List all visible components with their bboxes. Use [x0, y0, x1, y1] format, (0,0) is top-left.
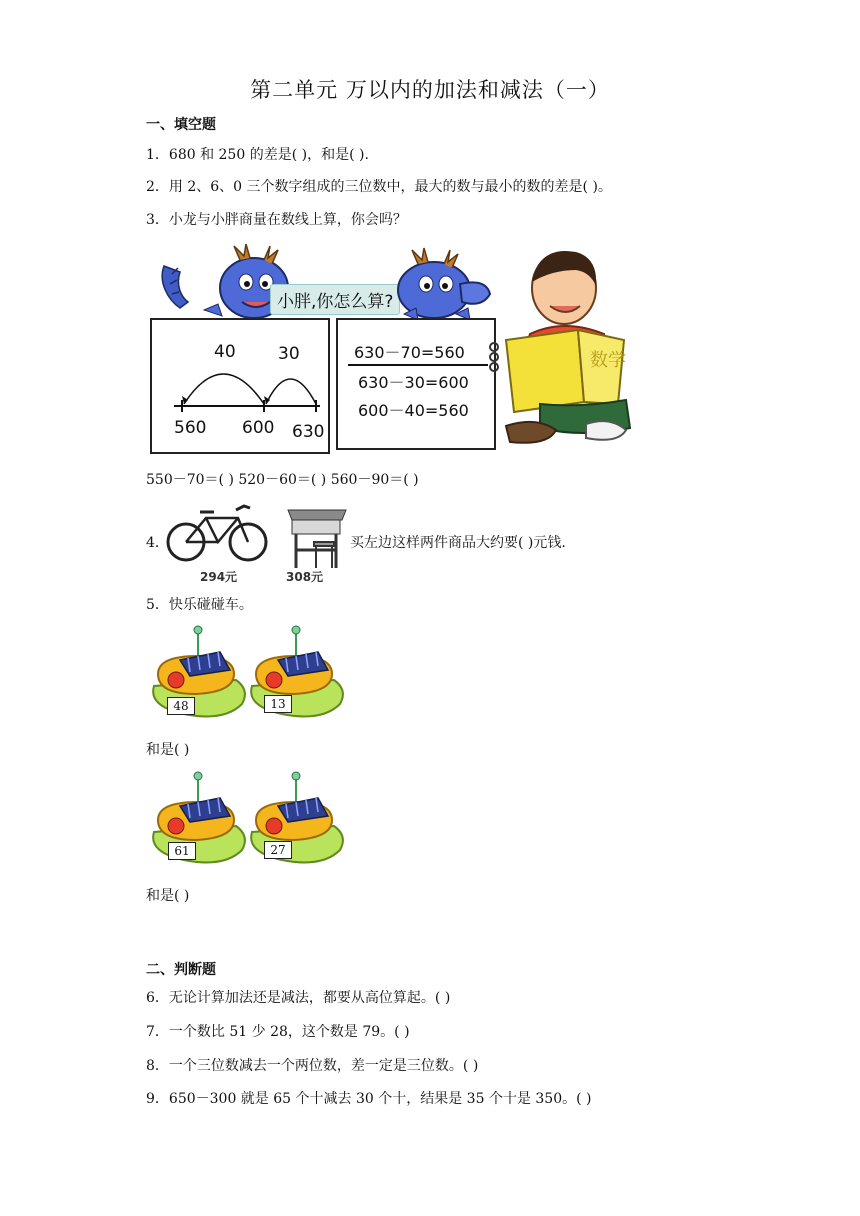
tick-label-600: 600 [242, 418, 275, 438]
school-desk-icon [286, 500, 348, 570]
question-3-exercises: 550－70＝( ) 520－60＝( ) 560－90＝( ) [146, 472, 419, 488]
bicycle-price: 294元 [200, 570, 238, 584]
question-4-number: 4． [146, 535, 169, 551]
equation-3: 600－40=560 [358, 401, 469, 420]
bumper-car-icon [244, 624, 348, 720]
section-heading-judgement: 二、判断题 [146, 962, 216, 978]
book-text: 数学 [590, 350, 626, 371]
equation-panel [336, 318, 496, 450]
car-label-61: 61 [168, 842, 196, 860]
question-1: 1．680 和 250 的差是( )，和是( ). [146, 147, 369, 163]
equation-1: 630－70=560 [354, 343, 465, 362]
question-9: 9．650－300 就是 65 个十减去 30 个十，结果是 35 个十是 350。( ) [146, 1091, 592, 1107]
tick-label-630: 630 [292, 422, 325, 442]
speech-bubble: 小胖,你怎么算? [270, 284, 400, 315]
car-label-13: 13 [264, 695, 292, 713]
question-7: 7．一个数比 51 少 28，这个数是 79。( ) [146, 1024, 410, 1040]
page-title: 第二单元 万以内的加法和减法（一） [250, 78, 610, 102]
equation-divider [348, 364, 488, 366]
question-4-text: 买左边这样两件商品大约要( )元钱. [350, 535, 566, 551]
equation-2: 630－30=600 [358, 373, 469, 392]
arc-label-40: 40 [214, 342, 236, 362]
boy-reading-icon [500, 248, 640, 452]
car-label-27: 27 [264, 841, 292, 859]
number-line-panel [150, 318, 330, 454]
number-line-illustration [146, 238, 646, 456]
answer-5-group-1: 和是( ) [146, 742, 190, 758]
question-2: 2．用 2、6、0 三个数字组成的三位数中，最大的数与最小的数的差是( )。 [146, 179, 612, 195]
bicycle-icon [166, 496, 268, 566]
car-label-48: 48 [167, 697, 195, 715]
answer-5-group-2: 和是( ) [146, 888, 190, 904]
binder-rings-icon [488, 342, 500, 372]
section-heading-fill-blank: 一、填空题 [146, 117, 216, 133]
arc-label-30: 30 [278, 344, 300, 364]
bumper-car-icon [146, 624, 250, 720]
bumper-car-icon [244, 770, 348, 866]
tick-label-560: 560 [174, 418, 207, 438]
dragon-right-icon [382, 244, 502, 324]
question-3: 3．小龙与小胖商量在数线上算，你会吗？ [146, 212, 407, 228]
bumper-car-icon [146, 770, 250, 866]
desk-price: 308元 [286, 570, 324, 584]
question-5: 5．快乐碰碰车。 [146, 597, 253, 613]
question-8: 8．一个三位数减去一个两位数，差一定是三位数。( ) [146, 1058, 479, 1074]
question-6: 6．无论计算加法还是减法，都要从高位算起。( ) [146, 990, 451, 1006]
